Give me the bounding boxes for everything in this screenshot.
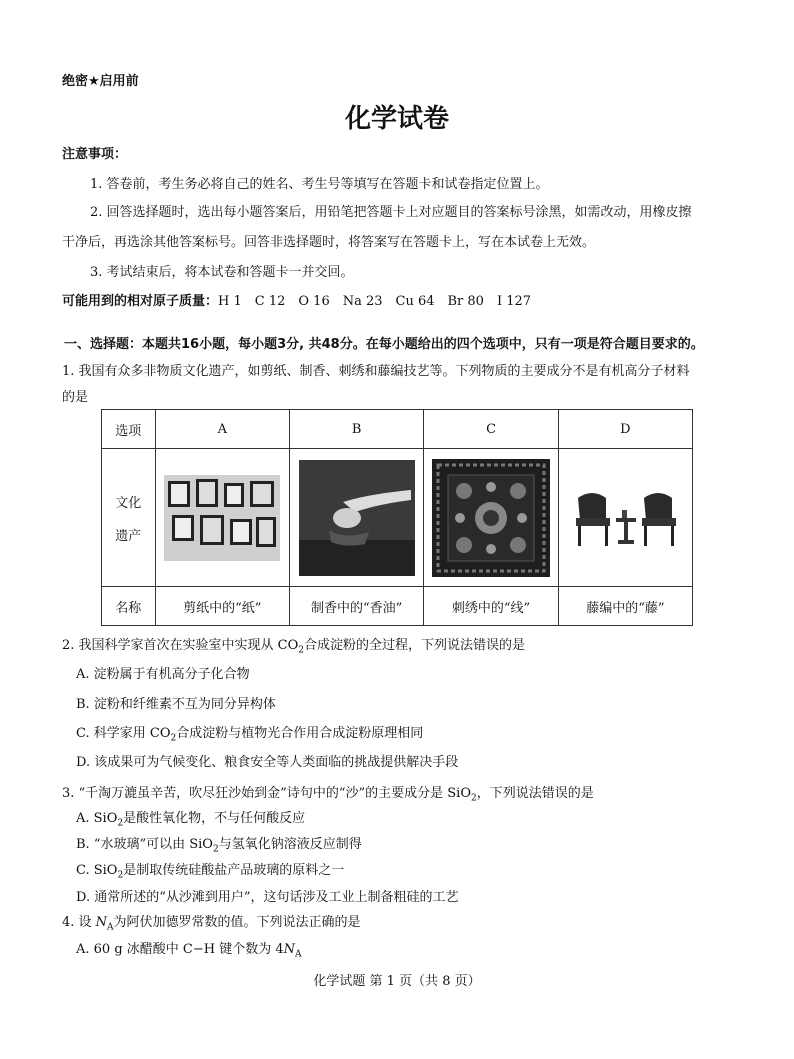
paper-cutting-image: [164, 475, 280, 561]
q4-option-a: A. 60 g 冰醋酸中 C−H 键个数为 $4N_A$: [76, 942, 302, 960]
name-a: 剪纸中的“纸”: [155, 587, 289, 626]
atomic-masses-values: H 1 C 12 O 16 Na 23 Cu 64 Br 80 I 127: [218, 294, 532, 309]
name-b: 制香中的“香油”: [289, 587, 423, 626]
table-header-d: D: [558, 410, 692, 449]
q2-option-b: B. 淀粉和纤维素不互为同分异构体: [76, 697, 276, 712]
name-c: 刺绣中的“线”: [424, 587, 558, 626]
table-header-c: C: [424, 410, 558, 449]
q4-stem: 4. 设 $N_A$为阿伏加德罗常数的值。下列说法正确的是: [62, 915, 361, 933]
q1-table: [101, 409, 693, 626]
notes-heading: 注意事项：: [62, 147, 128, 162]
confidential-label: 绝密★启用前: [62, 74, 139, 89]
note-item-2-line-2: 干净后，再选涂其他答案标号。回答非选择题时，将答案写在答题卡上，写在本试卷上无效。: [62, 235, 596, 250]
q3-stem: 3. “千淘万漉虽辛苦，吹尽狂沙始到金”诗句中的“沙”的主要成分是 SiO$_2$，下列说法错误的是: [62, 786, 594, 804]
q2-option-d: D. 该成果可为气候变化、粮食安全等人类面临的挑战提供解决手段: [76, 755, 459, 770]
q2-option-a: A. 淀粉属于有机高分子化合物: [76, 667, 250, 682]
section-1-heading: 一、选择题：本题共16小题，每小题3分, 共48分。在每小题给出的四个选项中，只有一项是符合题目要求的。: [64, 337, 704, 352]
table-row-name-label: 名称: [102, 587, 156, 626]
note-item-3: 3. 考试结束后，将本试卷和答题卡一并交回。: [90, 265, 354, 280]
incense-image-cell: [289, 449, 423, 587]
heritage-label-line-1: 文化: [115, 495, 142, 511]
rattan-image-cell: [558, 449, 692, 587]
heritage-label-line-2: 遗产: [115, 528, 142, 544]
q3-option-d: D. 通常所述的“从沙滩到用户”，这句话涉及工业上制备粗硅的工艺: [76, 890, 459, 905]
atomic-masses: [62, 290, 531, 309]
incense-image: [299, 460, 415, 576]
q1-stem-line-1: 1. 我国有众多非物质文化遗产，如剪纸、制香、刺绣和藤编技艺等。下列物质的主要成分不是有机高分子材料: [62, 364, 690, 379]
table-row-heritage-label: [102, 449, 156, 587]
q3-option-a: A. SiO$_2$是酸性氧化物，不与任何酸反应: [76, 811, 306, 829]
q1-stem-line-2: 的是: [62, 390, 89, 405]
q3-option-b: B. “水玻璃”可以由 SiO$_2$与氢氧化钠溶液反应制得: [76, 837, 362, 855]
note-item-1: 1. 答卷前，考生务必将自己的姓名、考生号等填写在答题卡和试卷指定位置上。: [90, 177, 549, 192]
page-footer: 化学试题 第 1 页（共 8 页）: [313, 974, 481, 989]
q2-option-c: C. 科学家用 $CO_2$合成淀粉与植物光合作用合成淀粉原理相同: [76, 726, 424, 744]
embroidery-image: [432, 459, 550, 577]
rattan-chairs-image: [570, 488, 680, 548]
paper-cutting-image-cell: [155, 449, 289, 587]
table-header-option: 选项: [102, 410, 156, 449]
q3-option-c: C. SiO$_2$是制取传统硅酸盐产品玻璃的原料之一: [76, 863, 345, 881]
atomic-masses-label: 可能用到的相对原子质量：: [62, 294, 219, 309]
name-d: 藤编中的“藤”: [558, 587, 692, 626]
table-header-b: B: [289, 410, 423, 449]
embroidery-image-cell: [424, 449, 558, 587]
page-title: 化学试卷: [344, 104, 449, 134]
note-item-2-line-1: 2. 回答选择题时，选出每小题答案后，用铅笔把答题卡上对应题目的答案标号涂黑，如需改动，用橡皮擦: [90, 205, 692, 220]
table-header-a: A: [155, 410, 289, 449]
q2-stem: 2. 我国科学家首次在实验室中实现从 $CO_2$合成淀粉的全过程，下列说法错误的是: [62, 638, 526, 656]
